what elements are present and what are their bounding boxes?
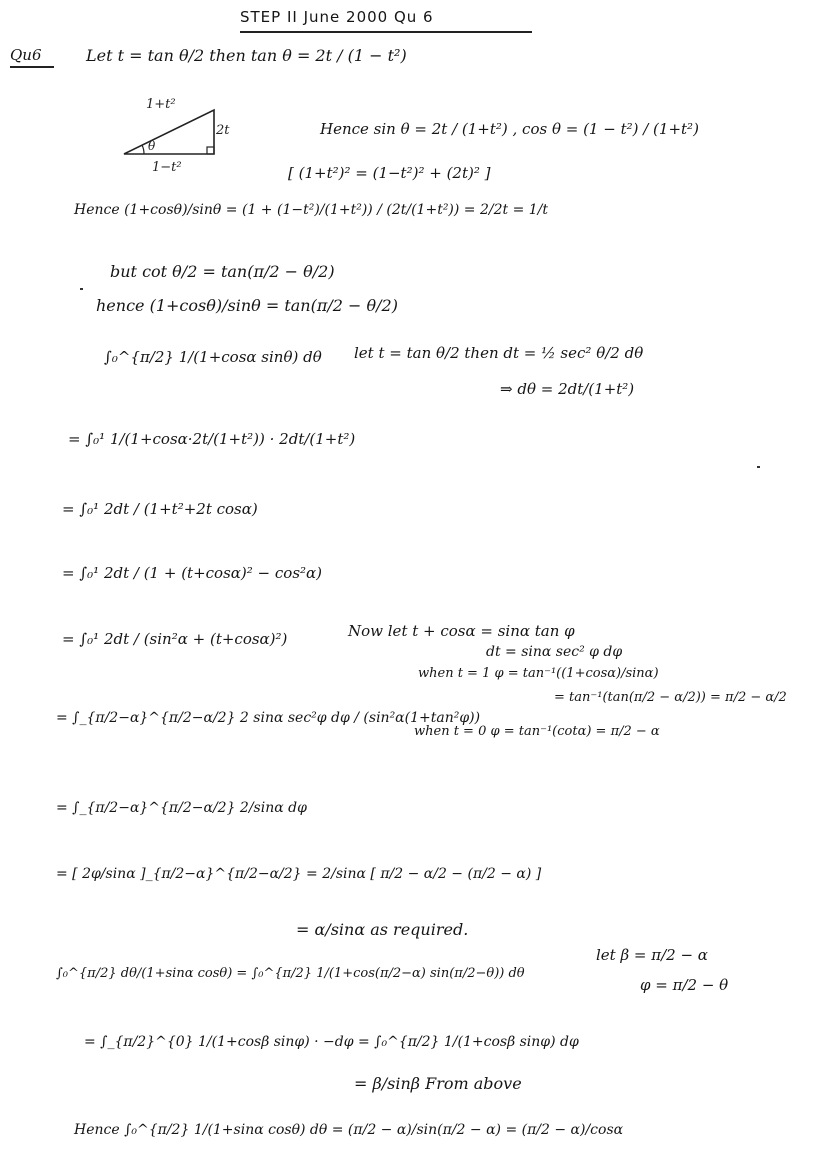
line-step-5: = ∫_{π/2−α}^{π/2−α/2} 2 sinα sec²φ dφ / (sin²α(1+tan²φ)) xyxy=(56,710,481,726)
line-pythagoras: [ (1+t²)² = (1−t²)² + (2t)² ] xyxy=(288,164,491,182)
line-when-t0: when t = 0 φ = tan⁻¹(cotα) = π/2 − α xyxy=(414,724,660,739)
line-step-8: = ∫_{π/2}^{0} 1/(1+cosβ sinφ) · −dφ = ∫₀^{π/2} 1/(1+cosβ sinφ) dφ xyxy=(84,1034,579,1050)
triangle-adjacent: 1−t² xyxy=(152,160,182,174)
line-step-6: = ∫_{π/2−α}^{π/2−α/2} 2/sinα dφ xyxy=(56,800,307,816)
line-ratio-identity: Hence (1+cosθ)/sinθ = (1 + (1−t²)/(1+t²)) / (2t/(1+t²)) = 2/2t = 1/t xyxy=(74,202,549,218)
page-title: STEP II June 2000 Qu 6 xyxy=(240,8,434,26)
line-result: = α/sinα as required. xyxy=(296,920,469,939)
line-cot-identity: but cot θ/2 = tan(π/2 − θ/2) xyxy=(110,262,335,281)
triangle-diagram xyxy=(118,92,238,174)
line-step-3: = ∫₀¹ 2dt / (1 + (t+cosα)² − cos²α) xyxy=(62,564,323,582)
line-from-above: = β/sinβ From above xyxy=(354,1074,522,1093)
line-integral-1: ∫₀^{π/2} 1/(1+cosα sinθ) dθ xyxy=(104,348,322,366)
line-hence-tan: hence (1+cosθ)/sinθ = tan(π/2 − θ/2) xyxy=(96,296,398,315)
ink-speck xyxy=(80,288,83,290)
question-label: Qu6 xyxy=(10,46,42,64)
line-now-let: Now let t + cosα = sinα tan φ xyxy=(348,622,575,640)
ink-speck xyxy=(757,466,760,468)
line-step-7: = [ 2φ/sinα ]_{π/2−α}^{π/2−α/2} = 2/sinα [ π/2 − α/2 − (π/2 − α) ] xyxy=(56,866,542,882)
line-dtheta: ⇒ dθ = 2dt/(1+t²) xyxy=(500,380,635,398)
title-underline xyxy=(240,31,532,33)
triangle-hypotenuse: 1+t² xyxy=(146,97,176,112)
triangle-opposite: 2t xyxy=(216,123,230,138)
line-step-4: = ∫₀¹ 2dt / (sin²α + (t+cosα)²) xyxy=(62,630,288,648)
line-dt: dt = sinα sec² φ dφ xyxy=(486,644,623,660)
question-label-underline xyxy=(10,66,54,68)
line-substitution: Let t = tan θ/2 then tan θ = 2t / (1 − t²) xyxy=(86,46,407,65)
line-when-t1: when t = 1 φ = tan⁻¹((1+cosα)/sinα) xyxy=(418,666,659,681)
triangle-angle: θ xyxy=(148,139,156,153)
line-integral-2: ∫₀^{π/2} dθ/(1+sinα cosθ) = ∫₀^{π/2} 1/(1+cos(π/2−α) sin(π/2−θ)) dθ xyxy=(56,966,525,981)
line-when-t1-result: = tan⁻¹(tan(π/2 − α/2)) = π/2 − α/2 xyxy=(554,690,787,705)
line-let-t: let t = tan θ/2 then dt = ½ sec² θ/2 dθ xyxy=(354,344,644,362)
line-sin-cos: Hence sin θ = 2t / (1+t²) , cos θ = (1 − t²) / (1+t²) xyxy=(320,120,699,138)
line-let-phi: φ = π/2 − θ xyxy=(640,976,729,994)
line-step-2: = ∫₀¹ 2dt / (1+t²+2t cosα) xyxy=(62,500,258,518)
line-final-answer: Hence ∫₀^{π/2} 1/(1+sinα cosθ) dθ = (π/2 − α)/sin(π/2 − α) = (π/2 − α)/cosα xyxy=(74,1122,624,1138)
line-let-beta: let β = π/2 − α xyxy=(596,946,708,964)
line-step-1: = ∫₀¹ 1/(1+cosα·2t/(1+t²)) · 2dt/(1+t²) xyxy=(68,430,356,448)
